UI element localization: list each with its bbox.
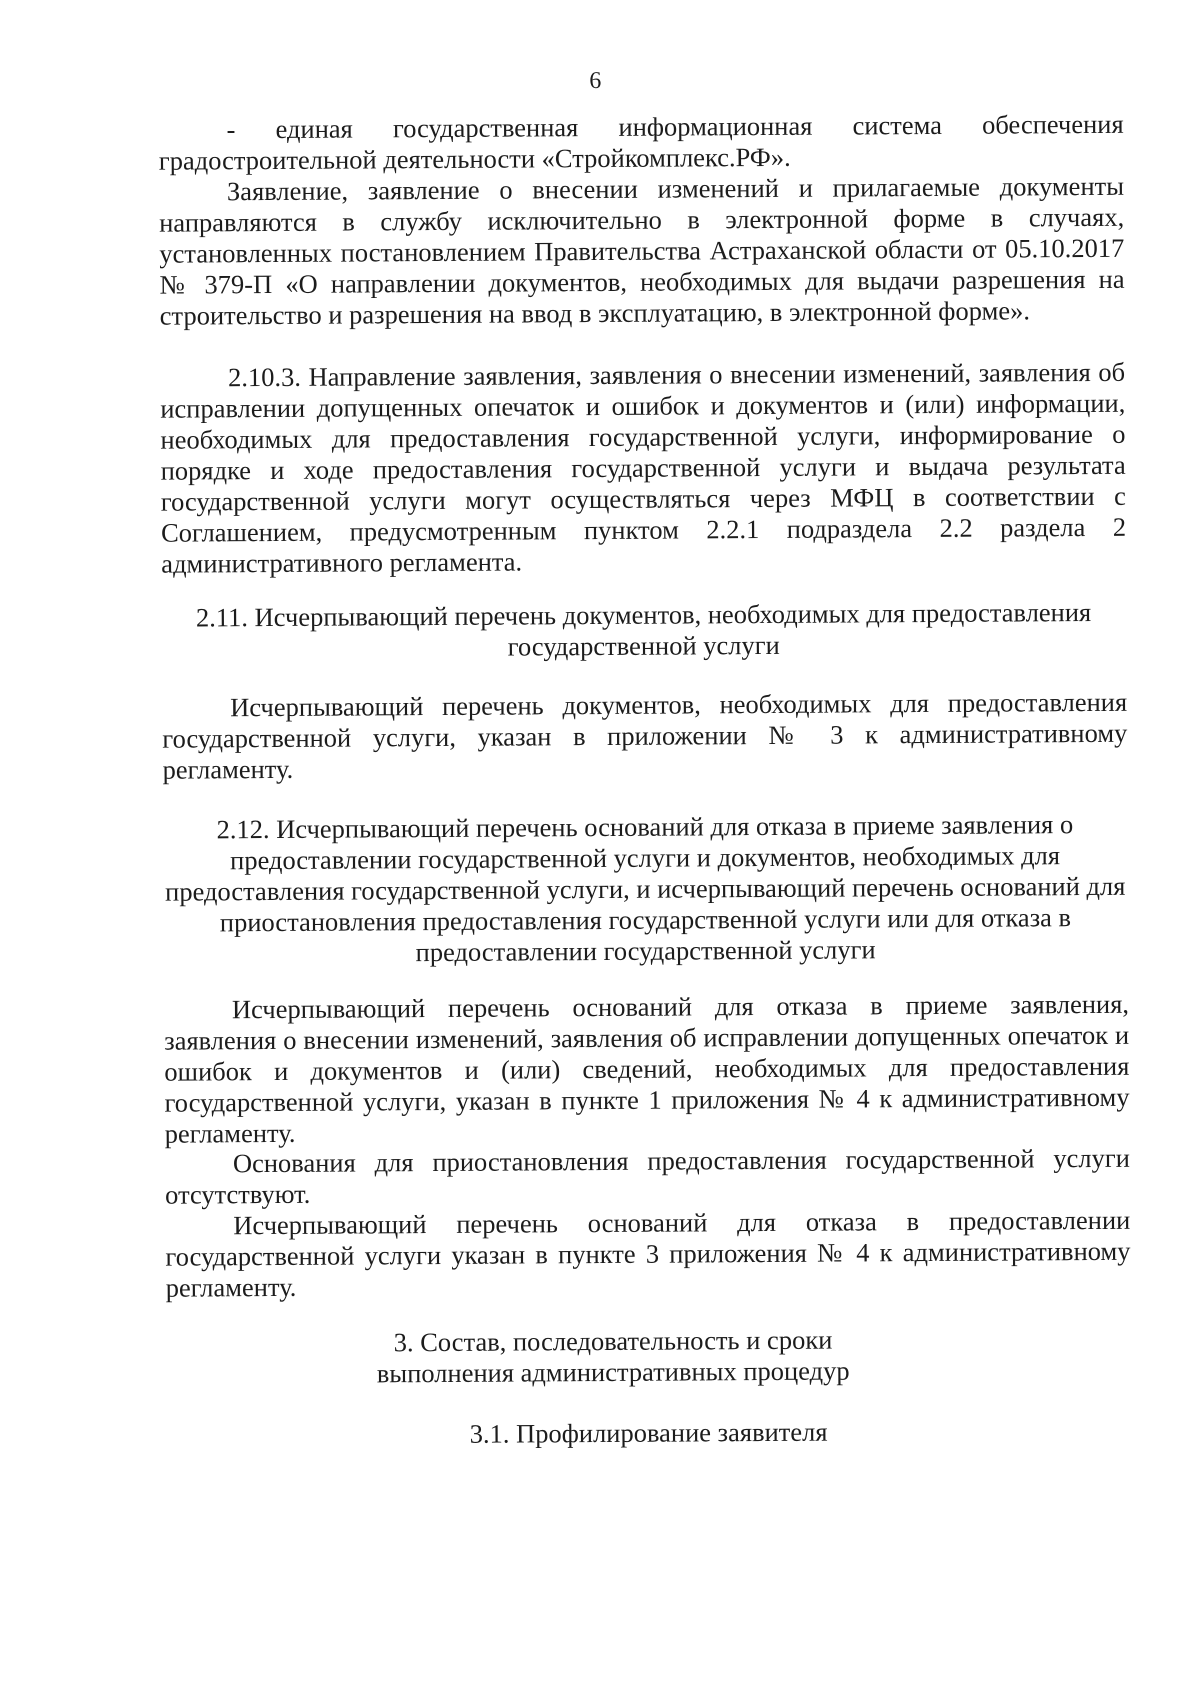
paragraph-refusal-provision: Исчерпывающий перечень оснований для отказа в предоставлении государственной услуги указан в пункте 3 приложения № 4 к административному регламенту. — [165, 1204, 1131, 1303]
paragraph-documents-list: Исчерпывающий перечень документов, необходимых для предоставления государственной услуги, указан в приложении № 3 к административному регламенту. — [162, 686, 1128, 785]
paragraph-electronic-submission: Заявление, заявление о внесении изменений и прилагаемые документы направляются в службу исключительно в электронной форме в случаях, установленных постановлением Правительства Астраханской области от 05.10.2017 № 379-П «О направлении документов, необходимых для выдачи разрешения на строительство и разрешения на ввод в эксплуатацию, в электронной форме». — [159, 170, 1125, 331]
paragraph-2-10-3: 2.10.3. Направление заявления, заявления о внесении изменений, заявления об исправлении допущенных опечаток и ошибок и документов и (или) информации, необходимых для предоставления государственной услуги, информирование о порядке и ходе предоставления государственной услуги и выдача результата государственной услуги могут осуществляться через МФЦ в соответствии с Соглашением, предусмотренным пунктом 2.2.1 подраздела 2.2 раздела 2 административного регламента. — [160, 356, 1127, 579]
heading-2-12: 2.12. Исчерпывающий перечень оснований для отказа в приеме заявления о предоставлении государственной услуги и документов, необходимых для предоставления государственной услуги, и исчерпывающий перечень оснований для приостановления предоставления государственной услуги или для отказа в предоставлении государственной услуги — [165, 809, 1126, 968]
heading-2-11: 2.11. Исчерпывающий перечень документов, необходимых для предоставления государственной услуги — [195, 596, 1092, 662]
heading-3-1: 3.1. Профилирование заявителя — [469, 1416, 828, 1449]
paragraph-suspension: Основания для приостановления предоставления государственной услуги отсутствуют. — [165, 1142, 1130, 1210]
page-number: 6 — [589, 67, 602, 95]
paragraph-refusal-reception: Исчерпывающий перечень оснований для отказа в приеме заявления, заявления о внесении изменений, заявления об исправлении допущенных опечаток и ошибок и документов и (или) сведений, необходимых для предоставления государственной услуги, указан в пункте 1 приложения № 4 к административному регламенту. — [164, 988, 1130, 1149]
heading-section-3: 3. Состав, последовательность и сроки выполнения административных процедур — [376, 1324, 850, 1389]
paragraph-gis-stroykompleks: - единая государственная информационная система обеспечения градостроительной деятельности «Стройкомплекс.РФ». — [158, 108, 1124, 176]
